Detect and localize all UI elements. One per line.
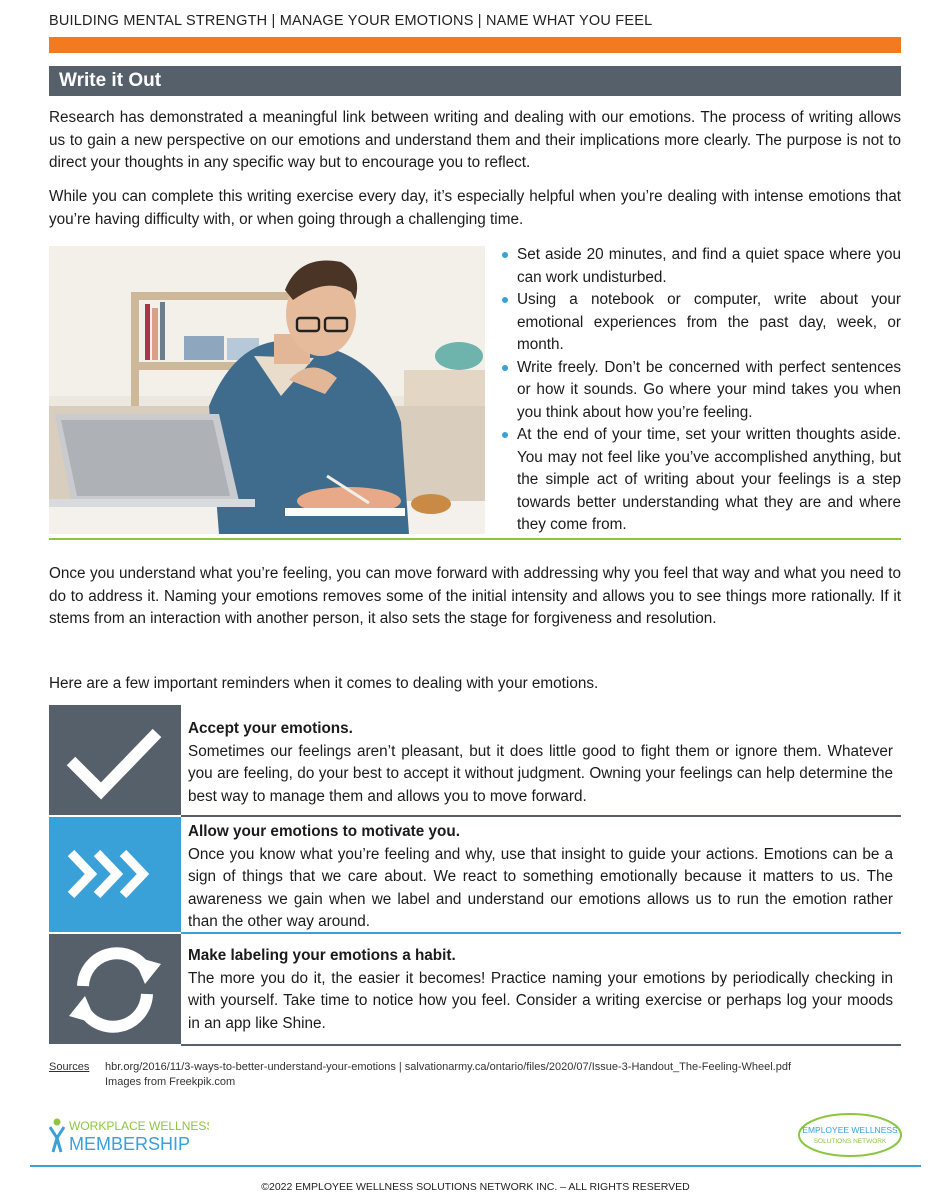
list-item: Using a notebook or computer, write about your emotional experiences from the past day, week, or month. [499,289,901,357]
tip-title: Allow your emotions to motivate you. [188,823,460,840]
tip-body: Sometimes our feelings aren’t pleasant, but it does little good to fight them or ignore them. Whatever you are feeling, do your best to accept it without judgment. Owning your feelings can help determine the best way to manage them and allows you to move forward. [188,742,893,805]
sources-links [105,1060,791,1090]
list-item: At the end of your time, set your written thoughts aside. You may not feel like you’ve accomplished anything, but the simple act of writing about your feelings is a step towards better understanding what they are and where they come from. [499,424,901,537]
green-divider [49,538,901,540]
intro-paragraph-2: While you can complete this writing exercise every day, it’s especially helpful when you’re dealing with intense emotions that you’re having difficulty with, or when going through a challenging time. [49,188,901,228]
section-title-bar [49,66,901,96]
writing-steps-list [499,244,901,537]
body-paragraph-4: Here are a few important reminders when it comes to dealing with your emotions. [49,675,599,692]
tip-divider [181,815,901,817]
employee-wellness-logo [797,1112,903,1158]
list-item: Set aside 20 minutes, and find a quiet space where you can work undisturbed. [499,244,901,289]
sources-label: Sources [49,1061,90,1073]
list-item: Write freely. Don’t be concerned with perfect sentences or how it sounds. Go where your mind takes you when you think about how you’re feeling. [499,357,901,425]
chevrons-right-icon [49,817,181,932]
man-writing-photo [49,246,485,534]
logo-text-top: WORKPLACE WELLNESS [69,1119,209,1133]
logo-text-top: EMPLOYEE WELLNESS [802,1125,898,1135]
tip-title: Accept your emotions. [188,720,353,737]
tip-body: Once you know what you’re feeling and why, use that insight to guide your actions. Emotions can be a sign of things that we care about. We react to something emotionally because it matters to us. The awareness we gain when we label and understand our emotions allows us to run the emotion rather than the other way around. [188,845,893,930]
sources-line-1: hbr.org/2016/11/3-ways-to-better-understand-your-emotions | salvationarmy.ca/ontario/files/2020/07/Issue-3-Handout_The-Feeling-Wheel.pdf [105,1061,792,1073]
orange-divider [49,37,901,53]
logo-text-bottom: MEMBERSHIP [69,1134,191,1154]
logo-text-bottom: SOLUTIONS NETWORK [813,1138,887,1145]
tip-divider [181,1044,901,1046]
tip-body: The more you do it, the easier it becomes! Practice naming your emotions by periodically checking in with yourself. Take time to notice how you feel. Consider a writing exercise or perhaps log your moods in an app like Shine. [188,969,893,1032]
workplace-wellness-logo [49,1116,209,1156]
tip-title: Make labeling your emotions a habit. [188,947,456,964]
checkmark-icon [49,705,181,815]
sources-line-2: Images from Freekpik.com [105,1076,236,1088]
refresh-icon [49,934,181,1044]
copyright: ©2022 EMPLOYEE WELLNESS SOLUTIONS NETWORK INC. – ALL RIGHTS RESERVED [261,1181,690,1193]
section-title: Write it Out [59,70,162,91]
tip-accept-emotions [188,718,893,808]
breadcrumb: BUILDING MENTAL STRENGTH | MANAGE YOUR EMOTIONS | NAME WHAT YOU FEEL [49,13,653,29]
body-paragraph-3: Once you understand what you’re feeling, you can move forward with addressing why you feel that way and what you need to do to address it. Naming your emotions removes some of the initial intensity and allows you to see things more rationally. If it stems from an interaction with another person, it also sets the stage for forgiveness and resolution. [49,565,901,627]
footer-divider [30,1165,921,1167]
tip-motivate [188,821,893,934]
photo-illustration [49,246,485,534]
intro-paragraph-1: Research has demonstrated a meaningful link between writing and dealing with our emotions. The process of writing allows us to gain a new perspective on our emotions and understand them and their implications more clearly. The purpose is not to direct your thoughts in any specific way but to encourage you to reflect. [49,109,901,171]
tip-habit [188,945,893,1035]
tip-divider [181,932,901,934]
